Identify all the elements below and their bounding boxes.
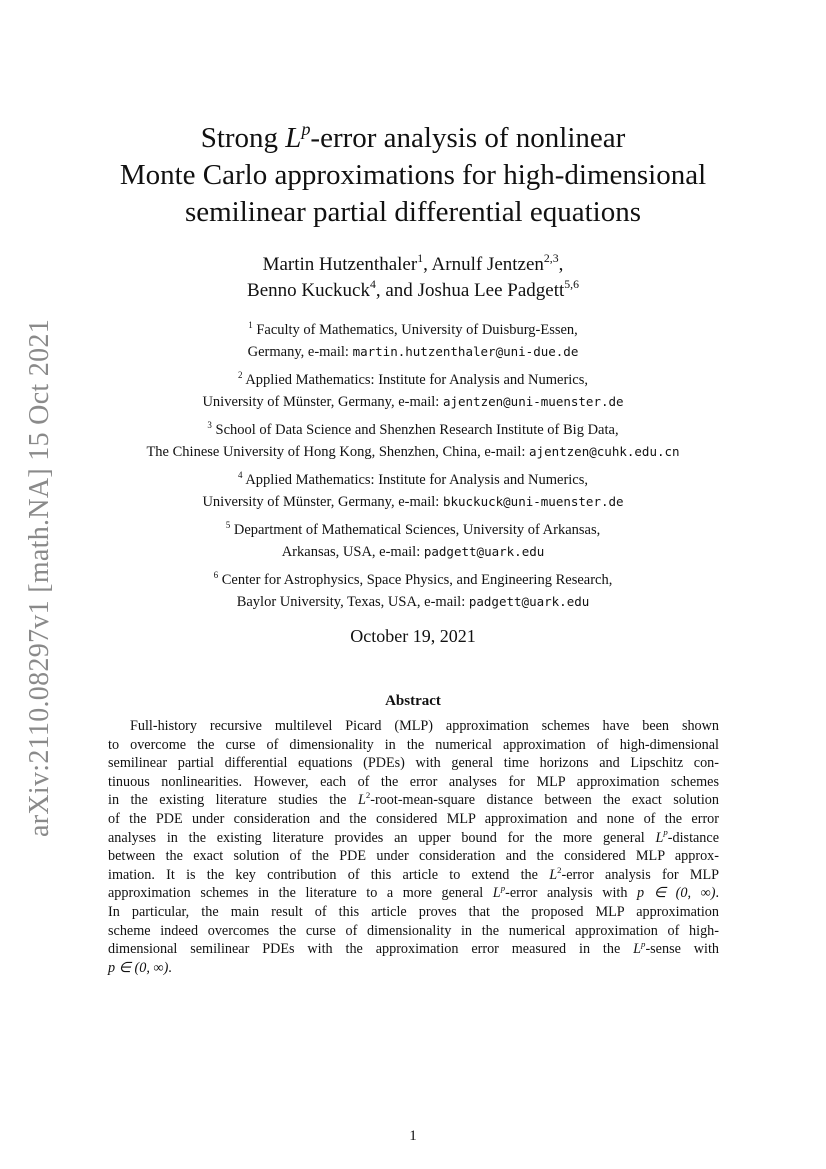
author-affiliation-mark: 1	[417, 252, 424, 266]
page-number: 1	[409, 1128, 417, 1144]
title-line-3: semilinear partial differential equations	[184, 196, 642, 228]
author-affiliation-mark: 2,3	[543, 252, 559, 266]
abstract-heading: Abstract	[385, 693, 441, 709]
author-affiliation-mark: 5,6	[564, 278, 579, 292]
author-line-1: Martin Hutzenthaler$^1$, Arnulf Jentzen$^{2,3}$,	[262, 252, 564, 275]
title-line-1: Strong $L^p$-error analysis of nonlinear	[200, 119, 626, 154]
arxiv-identifier: arXiv:2110.08297v1 [math.NA] 15 Oct 2021	[24, 319, 55, 837]
paper-title	[60, 120, 766, 231]
email-address: martin.hutzenthaler@uni-due.de	[352, 344, 579, 359]
author-line-2: Benno Kuckuck$^4$, and Joshua Lee Padgett$^{5,6}$	[247, 278, 579, 301]
affiliation: $^4$ Applied Mathematics: Institute for Analysis and Numerics, University of Münster, Germany, e-mail: bkuckuck@uni-muenster.de	[202, 469, 624, 510]
abstract-body: Full-history recursive multilevel Picard (MLP) approximation schemes have been shown to overcome the curse of dimensionality in the numerical approximation of high-dimensional semilinear partial differential equations (PDEs) with general time horizons and Lipschitz con- tinuous nonlinearities. However, each of the error analyses for MLP approximation schemes in the existing literature studies the $L^2-root-mean$-square distance between the exact solution of the PDE under consideration and the considered MLP approximation and none of the error analyses in the existing literature provides an upper bound for the more general $L^p$-distance between the exact solution of the PDE under consideration and the considered MLP approx- imation. It is the key contribution of this article to extend the $L^2$-error analysis for MLP approximation schemes in the literature to a more general $L^p$-error analysis with p ∈ (0, ∞). In particular, the main result of this article proves that the proposed MLP approximation scheme indeed overcomes the curse of dimensionality in the numerical approximation of high- dimensional semilinear PDEs with the approximation error measured in the $L^p$-sense with p ∈ (0, ∞).	[108, 718, 719, 976]
author-name: Martin Hutzenthaler	[262, 254, 418, 275]
author-list	[60, 252, 766, 304]
title-line-2: Monte Carlo approximations for high-dimensional	[119, 159, 707, 191]
email-address: bkuckuck@uni-muenster.de	[442, 494, 624, 509]
affiliation: $^2$ Applied Mathematics: Institute for Analysis and Numerics, University of Münster, Germany, e-mail: ajentzen@uni-muenster.de	[202, 369, 624, 410]
email-address: padgett@uark.edu	[423, 544, 545, 559]
affiliation: $^3$ School of Data Science and Shenzhen Research Institute of Big Data, The Chinese University of Hong Kong, Shenzhen, China, e-mail: ajentzen@cuhk.edu.cn	[146, 419, 680, 460]
email-address: ajentzen@uni-muenster.de	[442, 394, 624, 409]
author-name: Arnulf Jentzen	[431, 254, 544, 275]
affiliation-list	[60, 319, 766, 619]
email-address: ajentzen@cuhk.edu.cn	[529, 444, 680, 459]
affiliation: $^6$ Center for Astrophysics, Space Physics, and Engineering Research, Baylor University, Texas, USA, e-mail: padgett@uark.edu	[213, 569, 613, 610]
email-address: padgett@uark.edu	[468, 594, 590, 609]
affiliation: $^5$ Department of Mathematical Sciences, University of Arkansas, Arkansas, USA, e-mail: padgett@uark.edu	[225, 519, 601, 560]
author-affiliation-mark: 4	[369, 278, 376, 292]
publication-date: October 19, 2021	[350, 626, 476, 646]
affiliation: $^1$ Faculty of Mathematics, University of Duisburg-Essen, Germany, e-mail: martin.hutzenthaler@uni-due.de	[247, 319, 579, 360]
author-name: Joshua Lee Padgett	[417, 280, 565, 301]
arxiv-sidebar	[18, 318, 62, 838]
author-name: Benno Kuckuck	[247, 280, 370, 301]
